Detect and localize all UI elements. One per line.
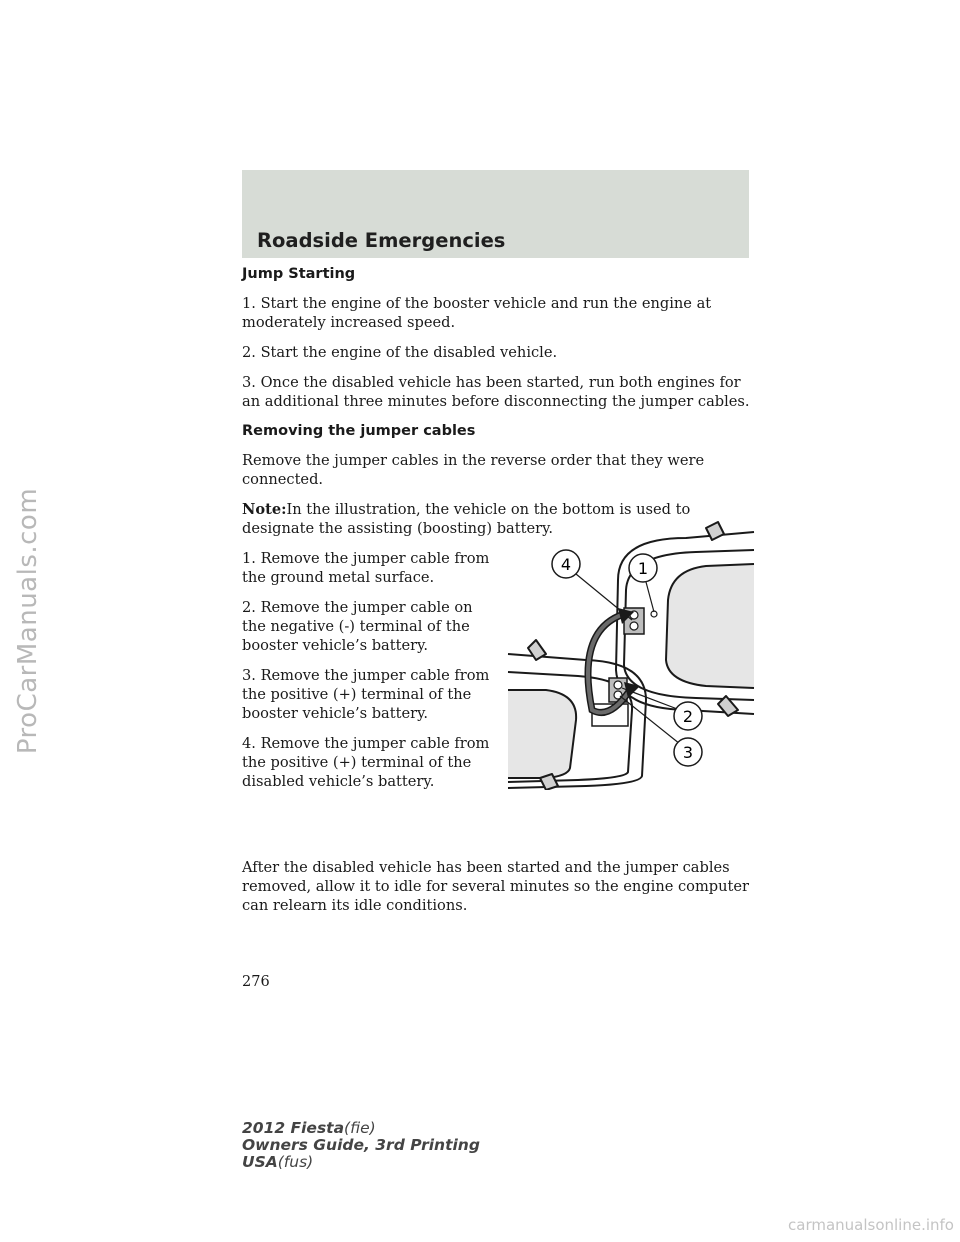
- bottom-watermark: carmanualsonline.info: [788, 1216, 954, 1234]
- callout-2: 2: [682, 707, 694, 726]
- jump-step-1: 1. Start the engine of the booster vehicle and run the engine at moderately increased speed.: [242, 295, 712, 331]
- footer-line-2: Owners Guide, 3rd Printing: [242, 1136, 480, 1154]
- bottom-positive-terminal: [614, 681, 622, 689]
- removal-steps: [242, 549, 492, 802]
- jump-start-illustration: [506, 520, 756, 790]
- remove-step-1: 1. Remove the jumper cable from the ground metal surface.: [242, 550, 490, 586]
- remove-step-2: 2. Remove the jumper cable on the negative (-) terminal of the booster vehicle’s battery.: [242, 599, 473, 654]
- footer-model-code: (fie): [344, 1119, 376, 1137]
- footer-line-1: [242, 1120, 480, 1137]
- callout-1: 1: [637, 559, 649, 578]
- footer-info: [242, 1120, 480, 1171]
- closing-paragraph: After the disabled vehicle has been started and the jumper cables removed, allow it to idle for several minutes so the engine computer can relearn its idle conditions.: [242, 859, 750, 914]
- top-negative-terminal: [630, 622, 638, 630]
- illustration-svg: [506, 520, 756, 790]
- side-watermark-text: ProCarManuals.com: [13, 487, 43, 755]
- jump-step-3: 3. Once the disabled vehicle has been started, run both engines for an additional three minutes before disconnecting the jumper cables.: [242, 374, 750, 410]
- callout-3: 3: [682, 743, 694, 762]
- note-label: Note:: [242, 501, 287, 518]
- footer-line-3: [242, 1154, 480, 1171]
- note-text: In the illustration, the vehicle on the bottom is used to designate the assisting (boosting) battery.: [242, 501, 691, 537]
- bottom-windshield: [508, 690, 576, 778]
- side-watermark: [8, 0, 48, 1242]
- footer-model: 2012 Fiesta: [242, 1119, 345, 1137]
- leader-4: [576, 574, 632, 620]
- jump-starting-heading: Jump Starting: [242, 266, 356, 282]
- section-title: Roadside Emergencies: [257, 229, 506, 252]
- footer-market-code: (fus): [277, 1153, 314, 1171]
- page-number: 276: [242, 974, 270, 990]
- remove-step-3: 3. Remove the jumper cable from the positive (+) terminal of the booster vehicle’s battery.: [242, 667, 490, 722]
- top-windshield: [666, 564, 754, 688]
- leader-3: [620, 696, 680, 744]
- callout-4: 4: [560, 555, 572, 574]
- removing-intro: Remove the jumper cables in the reverse order that they were connected.: [242, 452, 705, 488]
- removing-heading: Removing the jumper cables: [242, 423, 476, 439]
- jump-step-2: 2. Start the engine of the disabled vehicle.: [242, 344, 558, 361]
- top-mirror-upper: [706, 522, 724, 540]
- section-header: [242, 170, 749, 258]
- footer-market: USA: [242, 1153, 278, 1171]
- remove-step-4: 4. Remove the jumper cable from the positive (+) terminal of the disabled vehicle’s battery.: [242, 735, 490, 790]
- leader-1: [646, 582, 654, 612]
- closing-paragraph-block: [242, 858, 752, 915]
